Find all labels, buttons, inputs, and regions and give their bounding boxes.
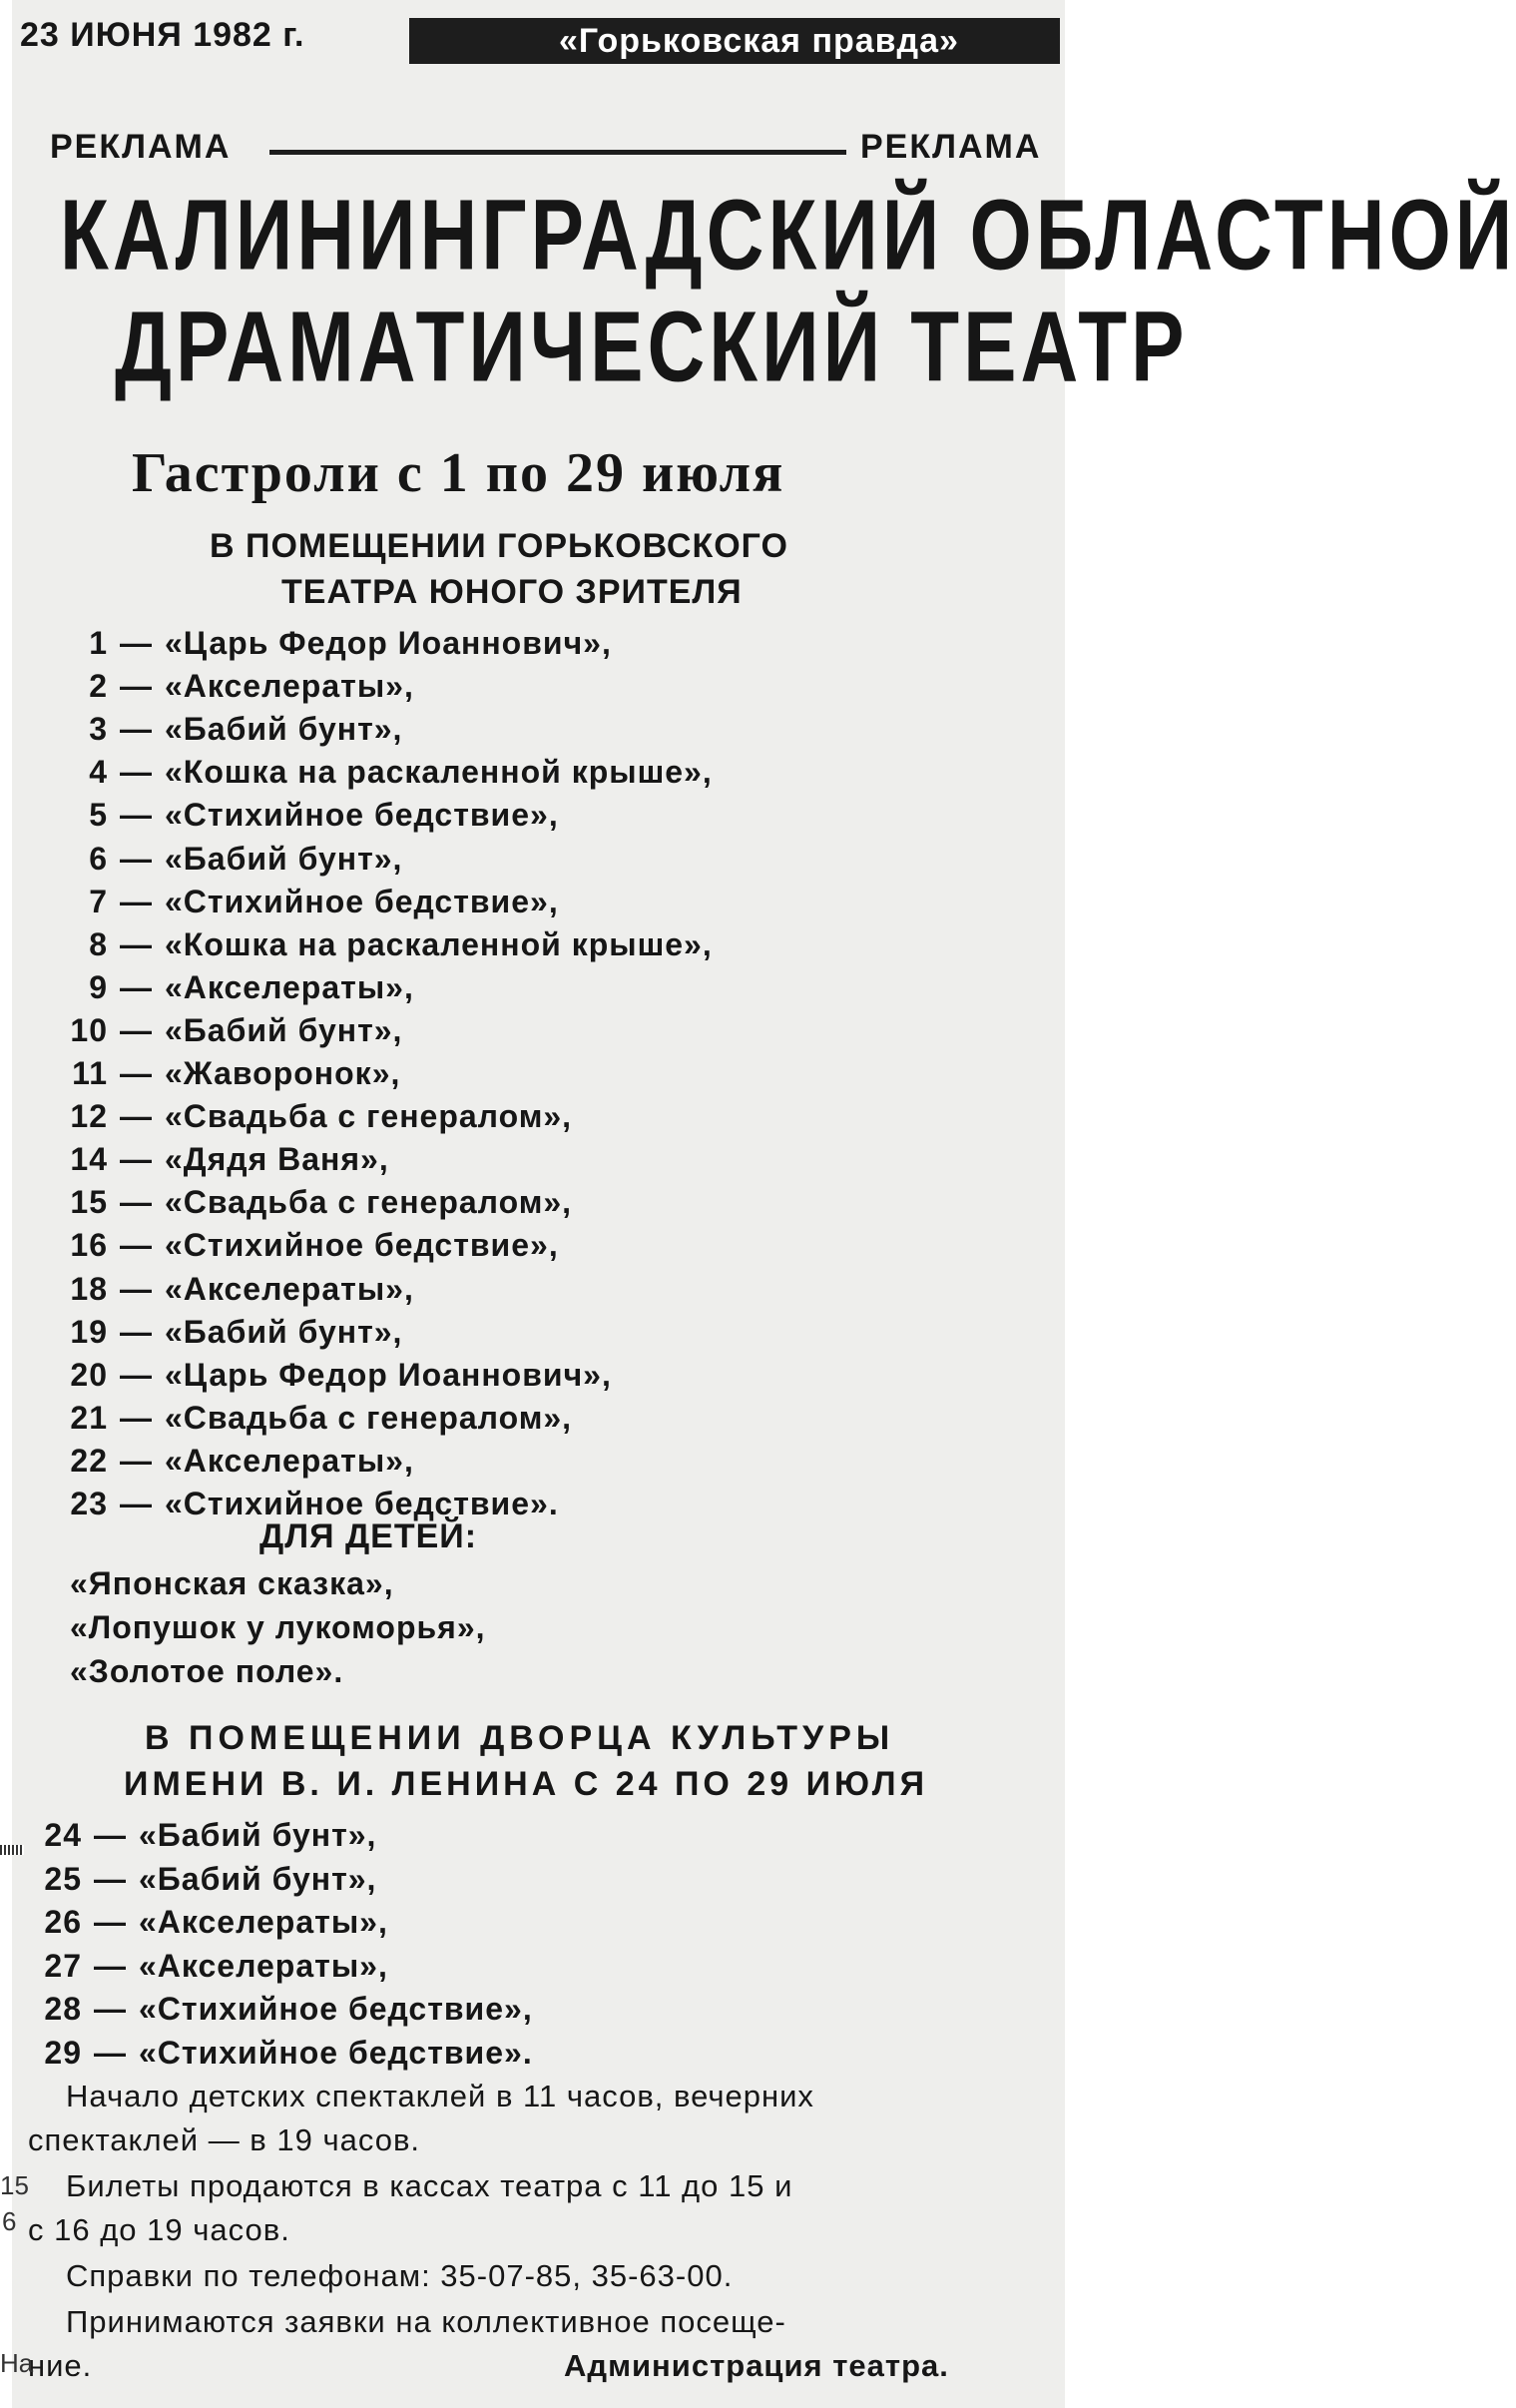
play-title: «Царь Федор Иоаннович», (165, 1356, 612, 1393)
play-title: «Царь Федор Иоаннович», (165, 625, 612, 661)
day-number: 23 (70, 1486, 108, 1521)
children-heading: ДЛЯ ДЕТЕЙ: (259, 1517, 478, 1555)
schedule-row (50, 797, 559, 834)
tour-dates: Гастроли с 1 по 29 июля (132, 442, 785, 504)
separator-dash: — (120, 668, 153, 705)
day-number: 16 (70, 1227, 108, 1264)
separator-dash: — (94, 1860, 127, 1897)
separator-dash: — (120, 1141, 153, 1178)
separator-dash: — (120, 1399, 153, 1436)
day-number: 12 (70, 1098, 108, 1135)
newspaper-name: «Горьковская правда» (559, 22, 959, 60)
day-number: 22 (70, 1442, 108, 1479)
day-number: 10 (70, 1011, 108, 1048)
venue1-line-2: ТЕАТРА ЮНОГО ЗРИТЕЛЯ (281, 573, 743, 611)
schedule-row (50, 1400, 572, 1437)
day-number: 9 (89, 968, 108, 1005)
day-number: 18 (70, 1270, 108, 1307)
ticket-hours-cont: с 16 до 19 часов. (28, 2212, 290, 2247)
start-times-cont: спектаклей — в 19 часов. (28, 2122, 421, 2157)
day-number: 24 (44, 1817, 82, 1853)
schedule-row (50, 926, 713, 963)
separator-dash: — (120, 797, 153, 834)
schedule-row (24, 1991, 533, 2028)
separator-dash: — (120, 1486, 153, 1521)
adjacent-page-edge (0, 1845, 24, 1855)
play-title: «Стихийное бедствие», (165, 797, 559, 834)
schedule-row (50, 754, 713, 791)
margin-fragment: 6 (2, 2206, 17, 2236)
children-play: «Лопушок у лукоморья», (70, 1609, 486, 1645)
schedule-row (50, 625, 612, 662)
day-number: 21 (70, 1399, 108, 1436)
margin-fragment: На (0, 2348, 34, 2378)
play-title: «Акселераты», (139, 1904, 388, 1940)
schedule-row (50, 1012, 402, 1049)
separator-dash: — (120, 883, 153, 919)
schedule-row (50, 1443, 414, 1480)
issue-date: 23 ИЮНЯ 1982 г. (20, 16, 305, 54)
separator-dash: — (120, 1098, 153, 1135)
title-line-1: КАЛИНИНГРАДСКИЙ ОБЛАСТНОЙ (60, 179, 1516, 291)
group-orders: Принимаются заявки на коллективное посеще- (66, 2304, 786, 2339)
schedule-row (50, 668, 414, 705)
separator-dash: — (94, 2034, 127, 2071)
play-title: «Акселераты», (165, 668, 414, 705)
schedule-row (50, 1184, 572, 1221)
play-title: «Акселераты», (165, 1270, 414, 1307)
play-title: «Жаворонок», (165, 1055, 401, 1091)
ad-label-left: РЕКЛАМА (50, 128, 232, 166)
play-title: «Кошка на раскаленной крыше», (165, 754, 713, 791)
phone-numbers: Справки по телефонам: 35-07-85, 35-63-00. (66, 2258, 734, 2293)
separator-dash: — (120, 968, 153, 1005)
day-number: 5 (89, 797, 108, 834)
play-title: «Стихийное бедствие», (165, 883, 559, 919)
day-number: 3 (89, 711, 108, 748)
children-play: «Золотое поле». (70, 1653, 344, 1689)
schedule-row (50, 1098, 572, 1135)
schedule-row (24, 1948, 388, 1985)
day-number: 28 (44, 1991, 82, 2027)
start-times: Начало детских спектаклей в 11 часов, вечерних (66, 2079, 814, 2113)
separator-dash: — (120, 754, 153, 791)
separator-dash: — (120, 711, 153, 748)
separator-dash: — (120, 840, 153, 877)
day-number: 4 (89, 754, 108, 791)
schedule-row (50, 1357, 612, 1394)
play-title: «Бабий бунт», (165, 840, 403, 877)
schedule-row (50, 1141, 389, 1178)
play-title: «Стихийное бедствие». (165, 1486, 559, 1521)
schedule-row (50, 711, 402, 748)
group-orders-cont: ние. (28, 2348, 93, 2383)
play-title: «Свадьба с генералом», (165, 1098, 573, 1135)
play-title: «Стихийное бедствие». (139, 2034, 533, 2071)
play-title: «Бабий бунт», (139, 1860, 377, 1897)
schedule-row (50, 1227, 559, 1264)
schedule-row (24, 2035, 533, 2072)
play-title: «Стихийное бедствие», (165, 1227, 559, 1264)
separator-dash: — (94, 1947, 127, 1984)
day-number: 1 (89, 625, 108, 661)
ticket-hours: Билеты продаются в кассах театра с 11 до 15 и (66, 2168, 793, 2203)
play-title: «Стихийное бедствие», (139, 1991, 533, 2027)
day-number: 20 (70, 1356, 108, 1393)
day-number: 6 (89, 840, 108, 877)
schedule-row (50, 1055, 400, 1092)
day-number: 11 (72, 1055, 108, 1091)
play-title: «Бабий бунт», (165, 711, 403, 748)
schedule-row (24, 1861, 376, 1898)
venue1-line-1: В ПОМЕЩЕНИИ ГОРЬКОВСКОГО (210, 527, 788, 565)
day-number: 15 (70, 1184, 108, 1221)
day-number: 19 (70, 1313, 108, 1350)
schedule-row (24, 1817, 376, 1854)
play-title: «Акселераты», (139, 1947, 388, 1984)
separator-dash: — (120, 1270, 153, 1307)
schedule-row (50, 1314, 402, 1351)
play-title: «Бабий бунт», (165, 1313, 403, 1350)
day-number: 14 (70, 1141, 108, 1178)
day-number: 25 (44, 1860, 82, 1897)
play-title: «Бабий бунт», (165, 1011, 403, 1048)
day-number: 7 (89, 883, 108, 919)
ad-label-right: РЕКЛАМА (860, 128, 1042, 166)
separator-dash: — (120, 1227, 153, 1264)
schedule-row (50, 969, 414, 1006)
play-title: «Свадьба с генералом», (165, 1399, 573, 1436)
day-number: 2 (89, 668, 108, 705)
day-number: 8 (89, 925, 108, 962)
play-title: «Акселераты», (165, 1442, 414, 1479)
title-line-2: ДРАМАТИЧЕСКИЙ ТЕАТР (115, 291, 1189, 402)
separator-dash: — (120, 1011, 153, 1048)
schedule-row (50, 1271, 414, 1308)
play-title: «Бабий бунт», (139, 1817, 377, 1853)
separator-dash: — (120, 1055, 153, 1091)
separator-dash: — (94, 1904, 127, 1940)
signature: Администрация театра. (564, 2348, 949, 2383)
play-title: «Дядя Ваня», (165, 1141, 389, 1178)
day-number: 29 (44, 2034, 82, 2071)
separator-dash: — (120, 1184, 153, 1221)
children-play: «Японская сказка», (70, 1565, 394, 1601)
separator-dash: — (120, 1442, 153, 1479)
separator-dash: — (120, 1356, 153, 1393)
separator-dash: — (120, 925, 153, 962)
schedule-row (24, 1904, 388, 1941)
separator-dash: — (94, 1817, 127, 1853)
schedule-row (50, 884, 559, 920)
day-number: 26 (44, 1904, 82, 1940)
venue2-line-1: В ПОМЕЩЕНИИ ДВОРЦА КУЛЬТУРЫ (145, 1719, 895, 1757)
play-title: «Кошка на раскаленной крыше», (165, 925, 713, 962)
separator-dash: — (120, 625, 153, 661)
play-title: «Акселераты», (165, 968, 414, 1005)
ad-divider (269, 150, 846, 155)
separator-dash: — (94, 1991, 127, 2027)
margin-fragment: 15 (0, 2170, 29, 2200)
day-number: 27 (44, 1947, 82, 1984)
separator-dash: — (120, 1313, 153, 1350)
schedule-row (50, 841, 402, 878)
venue2-line-2: ИМЕНИ В. И. ЛЕНИНА С 24 ПО 29 ИЮЛЯ (124, 1765, 929, 1803)
play-title: «Свадьба с генералом», (165, 1184, 573, 1221)
